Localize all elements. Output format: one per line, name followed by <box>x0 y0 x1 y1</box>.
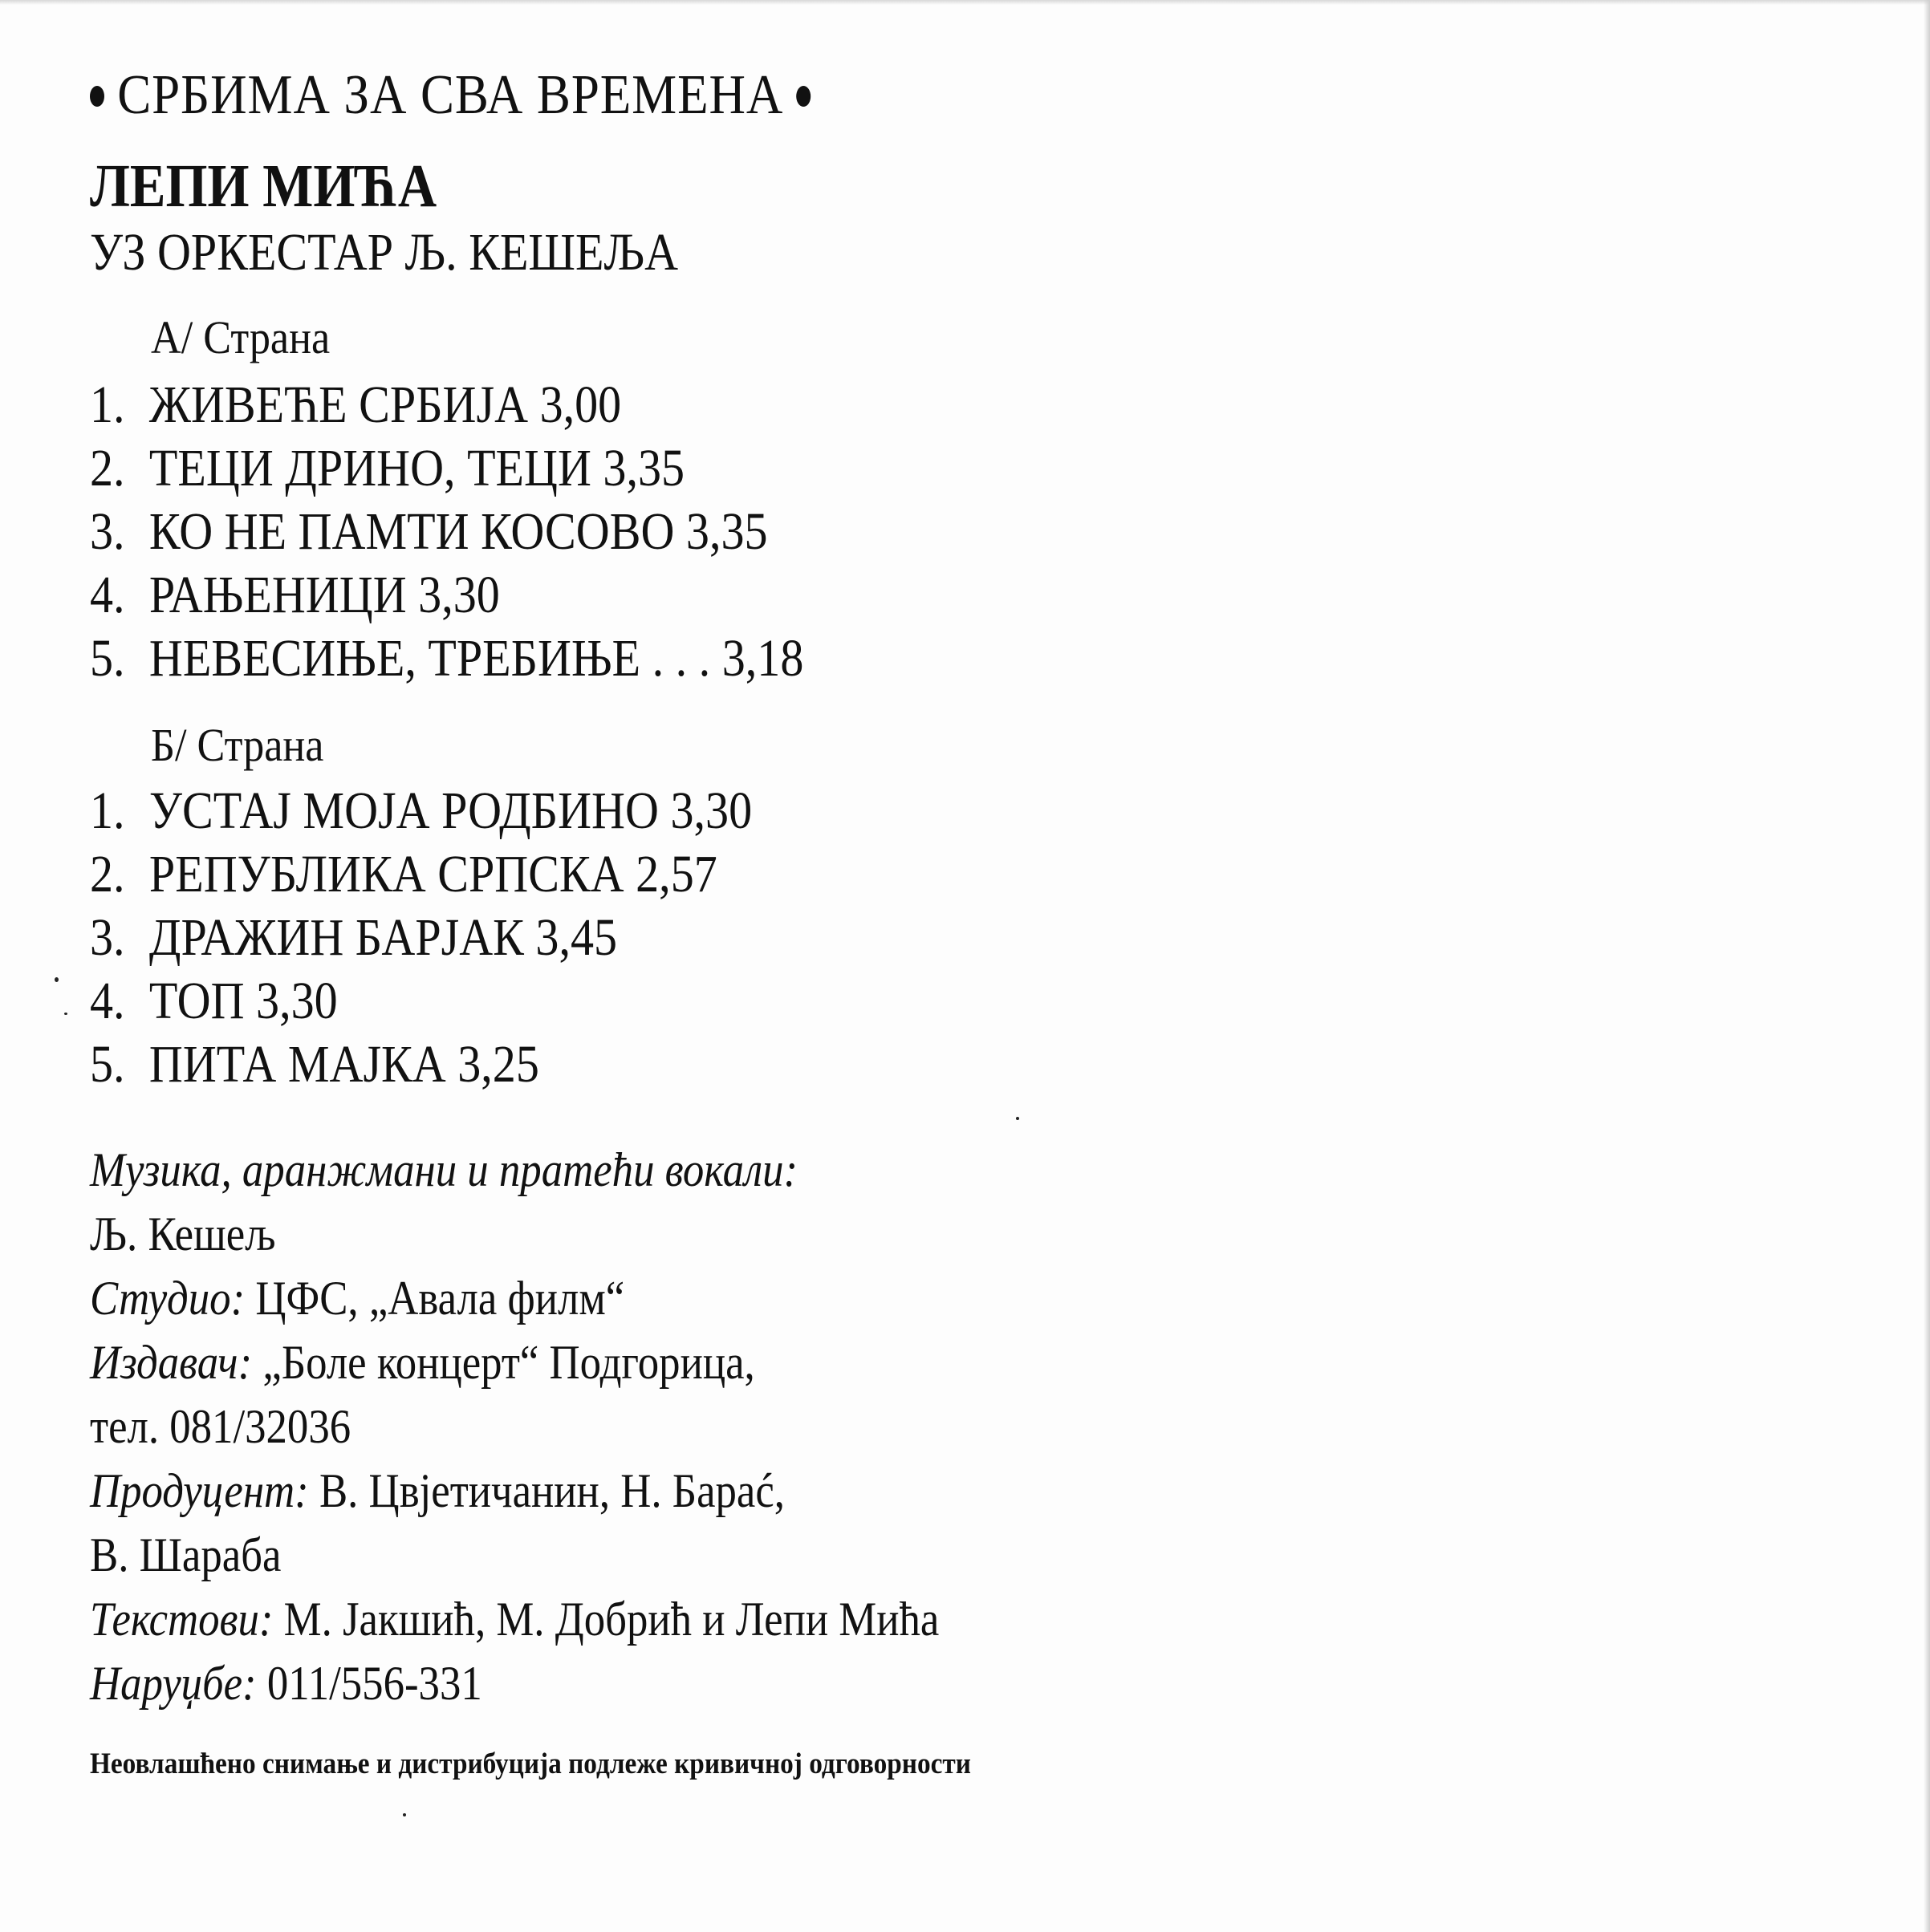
dust-speck <box>1016 1117 1019 1120</box>
legal-notice: Неовлашћено снимање и дистрибуција подлеже кривичној одговорности <box>90 1747 971 1780</box>
producers-value-continued: В. Шараба <box>90 1528 282 1581</box>
scan-edge-top <box>0 0 1930 5</box>
track-number: 5. <box>90 629 125 688</box>
bullet-icon <box>796 86 811 107</box>
studio-value: ЦФС, „Авала филм“ <box>255 1272 625 1325</box>
track-item <box>90 781 753 848</box>
side-b-label: Б/ Страна <box>151 719 324 771</box>
dust-speck <box>64 1013 67 1015</box>
track-item <box>90 908 752 975</box>
track-number: 3. <box>90 502 125 561</box>
publisher-phone: тел. 081/32036 <box>90 1400 351 1453</box>
track-number: 4. <box>90 972 125 1030</box>
track-title: РЕПУБЛИКА СРПСКА 2,57 <box>148 845 717 903</box>
track-title: ТЕЦИ ДРИНО, ТЕЦИ 3,35 <box>148 439 685 497</box>
music-credit-label: Музика, аранжмани и пратећи вокали: <box>90 1143 798 1196</box>
orders-credit <box>90 1657 482 1710</box>
bullet-icon <box>90 86 104 107</box>
publisher-label: Издавач: <box>90 1336 253 1389</box>
track-number: 2. <box>90 439 125 497</box>
series-title-text: СРБИМА ЗА СВА ВРЕМЕНА <box>117 64 784 126</box>
track-title: ТОП 3,30 <box>148 972 338 1030</box>
studio-label: Студио: <box>90 1272 246 1325</box>
track-number: 4. <box>90 566 125 624</box>
side-a-label: А/ Страна <box>151 311 331 363</box>
lyrics-value: М. Јакшић, М. Добрић и Лепи Мића <box>283 1593 940 1646</box>
track-title: НЕВЕСИЊЕ, ТРЕБИЊЕ . . . 3,18 <box>148 629 804 688</box>
track-item <box>90 1035 752 1102</box>
track-title: УСТАЈ МОЈА РОДБИНО 3,30 <box>148 781 753 840</box>
track-item <box>90 629 804 696</box>
track-number: 2. <box>90 845 125 903</box>
producers-credit <box>90 1464 785 1517</box>
producers-value: В. Цвјетичанин, Н. Барać, <box>319 1464 785 1517</box>
side-b-tracklist <box>90 781 843 1102</box>
studio-credit <box>90 1272 625 1325</box>
track-item <box>90 375 803 442</box>
publisher-credit <box>90 1336 755 1389</box>
orchestra-line: УЗ ОРКЕСТАР Љ. КЕШЕЉА <box>90 223 679 282</box>
track-number: 1. <box>90 375 125 434</box>
track-item <box>90 845 752 911</box>
track-title: ЖИВЕЋЕ СРБИЈА 3,00 <box>148 375 622 434</box>
track-number: 1. <box>90 781 125 840</box>
dust-speck <box>55 977 59 982</box>
orders-value: 011/556-331 <box>266 1657 482 1710</box>
producers-label: Продуцент: <box>90 1464 309 1517</box>
track-item <box>90 972 752 1038</box>
track-item <box>90 502 803 569</box>
lyrics-credit <box>90 1593 940 1646</box>
track-item <box>90 439 803 505</box>
track-title: ПИТА МАЈКА 3,25 <box>148 1035 539 1094</box>
track-title: РАЊЕНИЦИ 3,30 <box>148 566 500 624</box>
track-number: 3. <box>90 908 125 967</box>
publisher-value: „Боле концерт“ Подгорица, <box>262 1336 755 1389</box>
orders-label: Наруџбе: <box>90 1657 257 1710</box>
music-credit-value: Љ. Кешељ <box>90 1208 276 1260</box>
series-title <box>90 64 811 126</box>
track-title: КО НЕ ПАМТИ КОСОВО 3,35 <box>148 502 768 561</box>
side-a-tracklist <box>90 375 901 696</box>
track-number: 5. <box>90 1035 125 1094</box>
scan-edge-right <box>1924 0 1930 1932</box>
artist-name: ЛЕПИ МИЋА <box>90 152 437 220</box>
track-item <box>90 566 803 632</box>
lyrics-label: Текстови: <box>90 1593 274 1646</box>
track-title: ДРАЖИН БАРЈАК 3,45 <box>148 908 618 967</box>
dust-speck <box>403 1813 406 1816</box>
